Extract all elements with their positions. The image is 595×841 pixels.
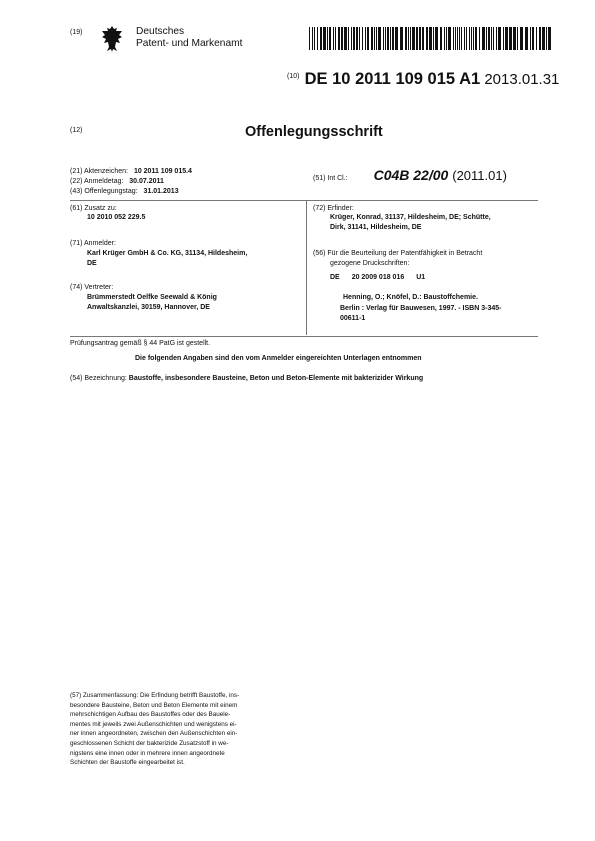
field-43-label: (43) Offenlegungstag: <box>70 188 138 195</box>
cited-ref-1-number: 20 2009 018 016 <box>351 274 405 281</box>
document-type-title: Offenlegungsschrift <box>245 124 383 140</box>
cited-ref-2-line-1: Henning, O.; Knöfel, D.: Baustoffchemie. <box>343 294 478 301</box>
abstract-line: nigstens eine innen oder in mehrere innen angeordnete <box>70 749 225 757</box>
filing-date: 30.07.2011 <box>129 178 164 185</box>
field-54-label: (54) Bezeichnung: <box>70 375 127 382</box>
office-line-2: Patent- und Markenamt <box>136 37 243 49</box>
cited-ref-1 <box>330 273 425 282</box>
inid-code-10: (10) <box>287 73 300 80</box>
inid-code-19: (19) <box>70 29 83 36</box>
separator-top <box>70 200 538 201</box>
abstract-line: (57) Zusammenfassung: Die Erfindung betrifft Baustoffe, ins- <box>70 692 240 699</box>
field-22 <box>70 177 164 186</box>
application-number: 10 2011 109 015.4 <box>133 168 192 175</box>
field-71-label: (71) Anmelder: <box>70 240 116 247</box>
field-51 <box>313 167 507 183</box>
separator-bottom <box>70 336 538 337</box>
field-56-label: (56) Für die Beurteilung der Patentfähigkeit in Betracht <box>313 250 483 257</box>
examination-note: Prüfungsantrag gemäß § 44 PatG ist gestellt. <box>70 340 211 347</box>
abstract-line: besondere Bausteine, Beton und Beton Elemente mit einem <box>70 701 238 709</box>
inventor-line-1: Krüger, Konrad, 31137, Hildesheim, DE; Schütte, <box>330 214 491 221</box>
applicant-statement: Die folgenden Angaben sind den vom Anmelder eingereichten Unterlagen entnommen <box>135 355 422 362</box>
federal-eagle-logo <box>100 25 124 53</box>
inid-code-12: (12) <box>70 127 83 134</box>
abstract <box>70 691 308 768</box>
publication-number <box>287 70 559 89</box>
field-51-label: (51) Int Cl.: <box>313 175 348 182</box>
field-43 <box>70 187 179 196</box>
field-74-label: (74) Vertreter: <box>70 284 114 291</box>
publication-date: 2013.01.31 <box>484 71 560 88</box>
inventor-line-2: Dirk, 31141, Hildesheim, DE <box>330 224 422 231</box>
abstract-line: mentes mit jeweils zwei Außenschichten und wenigstens ei- <box>70 720 237 728</box>
field-56-label-cont: gezogene Druckschriften: <box>330 260 410 267</box>
cited-ref-1-kind: U1 <box>416 274 426 281</box>
representative-line-1: Brümmerstedt Oelfke Seewald & König <box>87 294 217 301</box>
cited-ref-1-country: DE <box>330 274 340 281</box>
field-21 <box>70 167 192 176</box>
field-61-label: (61) Zusatz zu: <box>70 205 117 212</box>
abstract-line: geschlossenen Schicht der bakterizide Zusatzstoff in we- <box>70 739 229 747</box>
abstract-line: ner innen angeordneten, zwischen den Außenschichten ein- <box>70 730 238 738</box>
patent-office-name <box>136 26 242 49</box>
publication-number-value: DE 10 2011 109 015 A1 <box>304 70 481 88</box>
field-22-label: (22) Anmeldetag: <box>70 178 124 185</box>
barcode <box>309 27 552 50</box>
cited-ref-2-line-3: 00611-1 <box>340 315 366 322</box>
field-54 <box>70 375 423 382</box>
column-divider <box>306 200 307 335</box>
field-21-label: (21) Aktenzeichen: <box>70 168 128 175</box>
office-line-1: Deutsches <box>136 26 185 37</box>
representative-line-2: Anwaltskanzlei, 30159, Hannover, DE <box>87 304 210 311</box>
ipc-classification: C04B 22/00 <box>373 167 449 183</box>
applicant-line-2: DE <box>87 260 97 267</box>
field-72-label: (72) Erfinder: <box>313 205 354 212</box>
abstract-line: Schichten der Baustoffe eingearbeitet ist. <box>70 759 185 767</box>
addition-to-number: 10 2010 052 229.5 <box>87 214 146 221</box>
publication-date-field: 31.01.2013 <box>143 188 179 195</box>
cited-ref-2-line-2: Berlin : Verlag für Bauwesen, 1997. - ISBN 3-345- <box>340 305 502 312</box>
invention-title: Baustoffe, insbesondere Bausteine, Beton und Beton-Elemente mit bakterizider Wirkung <box>128 375 424 382</box>
ipc-version: (2011.01) <box>452 168 507 183</box>
abstract-line: mehrschichtigen Aufbau des Baustoffes oder des Bauele- <box>70 711 231 719</box>
applicant-line-1: Karl Krüger GmbH & Co. KG, 31134, Hildesheim, <box>87 250 248 257</box>
